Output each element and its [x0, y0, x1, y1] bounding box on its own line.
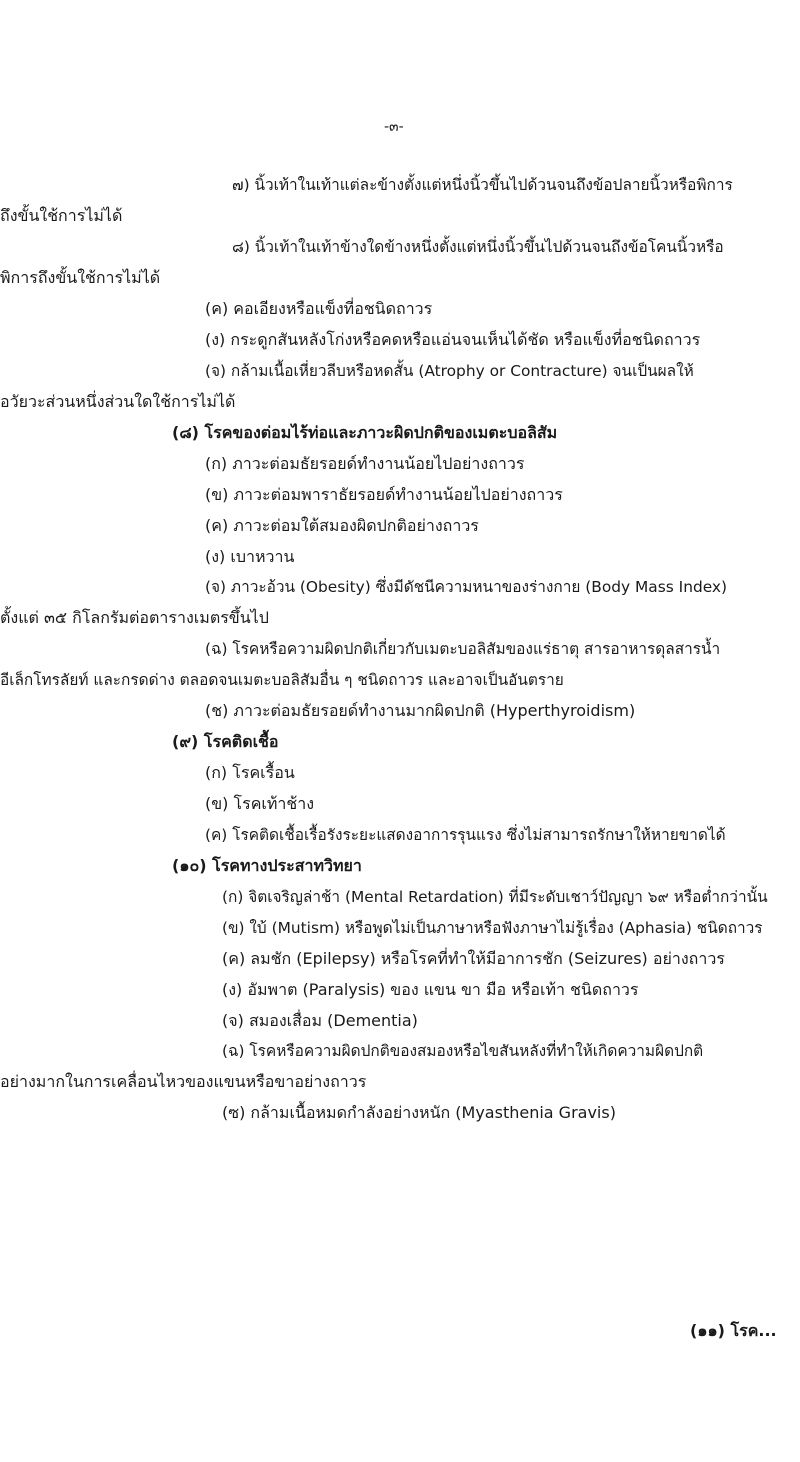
item-8-toes-line2: พิการถึงขั้นใช้การไม่ได้: [0, 268, 161, 287]
item-atrophy-line2: อวัยวะส่วนหนึ่งส่วนใดใช้การไม่ได้: [0, 392, 236, 411]
section-9-heading: (๙) โรคติดเชื้อ: [172, 732, 279, 751]
item-8f-line1: (ฉ) โรคหรือความผิดปกติเกี่ยวกับเมตะบอลิสัมของแร่ธาตุ สารอาหารดุลสารน้ำ: [205, 640, 721, 658]
item-7-toes-line2: ถึงขั้นใช้การไม่ได้: [0, 206, 123, 225]
item-8d: (ง) เบาหวาน: [205, 547, 295, 566]
item-10f-line2: อย่างมากในการเคลื่อนไหวของแขนหรือขาอย่างถาวร: [0, 1072, 367, 1091]
page-number: -๓-: [384, 119, 404, 135]
item-spine: (ง) กระดูกสันหลังโก่งหรือคดหรือแอ่นจนเห็นได้ชัด หรือแข็งที่อชนิดถาวร: [205, 330, 701, 349]
item-9b: (ข) โรคเท้าช้าง: [205, 794, 315, 813]
item-neck: (ค) คอเอียงหรือแข็งที่อชนิดถาวร: [205, 299, 433, 318]
item-10f-line1: (ฉ) โรคหรือความผิดปกติของสมองหรือไขสันหลังที่ทำให้เกิดความผิดปกติ: [222, 1042, 704, 1060]
section-10-heading: (๑๐) โรคทางประสาทวิทยา: [172, 856, 362, 875]
item-10g: (ซ) กล้ามเนื้อหมดกำลังอย่างหนัก (Myasthenia Gravis): [222, 1103, 616, 1122]
item-8b: (ข) ภาวะต่อมพาราธัยรอยด์ทำงานน้อยไปอย่างถาวร: [205, 485, 563, 504]
item-9c: (ค) โรคติดเชื้อเรื้อรังระยะแสดงอาการรุนแรง ซึ่งไม่สามารถรักษาให้หายขาดได้: [205, 826, 726, 844]
item-8c: (ค) ภาวะต่อมใต้สมองผิดปกติอย่างถาวร: [205, 516, 479, 535]
item-8e-line2: ตั้งแต่ ๓๕ กิโลกรัมต่อตารางเมตรขึ้นไป: [0, 608, 269, 627]
item-10d: (ง) อัมพาต (Paralysis) ของ แขน ขา มือ หรือเท้า ชนิดถาวร: [222, 980, 639, 999]
item-10b: (ข) ใบ้ (Mutism) หรือพูดไม่เป็นภาษาหรือฟังภาษาไม่รู้เรื่อง (Aphasia) ชนิดถาวร: [222, 919, 763, 937]
item-8f-line2: อีเล็กโทรลัยท์ และกรดด่าง ตลอดจนเมตะบอลิสัมอื่น ๆ ชนิดถาวร และอาจเป็นอันตราย: [0, 671, 564, 689]
item-9a: (ก) โรคเรื้อน: [205, 763, 295, 782]
item-8a: (ก) ภาวะต่อมธัยรอยด์ทำงานน้อยไปอย่างถาวร: [205, 454, 525, 473]
item-atrophy-line1: (จ) กล้ามเนื้อเหี่ยวลีบหรือหดสั้น (Atrophy or Contracture) จนเป็นผลให้: [205, 362, 694, 380]
section-8-heading: (๘) โรคของต่อมไร้ท่อและภาวะผิดปกติของเมตะบอลิสัม: [172, 423, 558, 442]
item-10e: (จ) สมองเสื่อม (Dementia): [222, 1011, 418, 1030]
item-7-toes-line1: ๗) นิ้วเท้าในเท้าแต่ละข้างตั้งแต่หนึ่งนิ้วขึ้นไปด้วนจนถึงข้อปลายนิ้วหรือพิการ: [232, 176, 733, 194]
item-10c: (ค) ลมชัก (Epilepsy) หรือโรคที่ทำให้มีอาการชัก (Seizures) อย่างถาวร: [222, 949, 725, 968]
item-8-toes-line1: ๘) นิ้วเท้าในเท้าข้างใดข้างหนึ่งตั้งแต่หนึ่งนิ้วขึ้นไปด้วนจนถึงข้อโคนนิ้วหรือ: [232, 238, 724, 256]
item-10a: (ก) จิตเจริญล่าช้า (Mental Retardation) ที่มีระดับเชาว์ปัญญา ๖๙ หรือต่ำกว่านั้น: [222, 888, 768, 906]
item-8e-line1: (จ) ภาวะอ้วน (Obesity) ซึ่งมีดัชนีความหนาของร่างกาย (Body Mass Index): [205, 578, 728, 596]
continuation-text: (๑๑) โรค...: [690, 1321, 777, 1340]
item-8g: (ช) ภาวะต่อมธัยรอยด์ทำงานมากผิดปกติ (Hyperthyroidism): [205, 701, 636, 720]
